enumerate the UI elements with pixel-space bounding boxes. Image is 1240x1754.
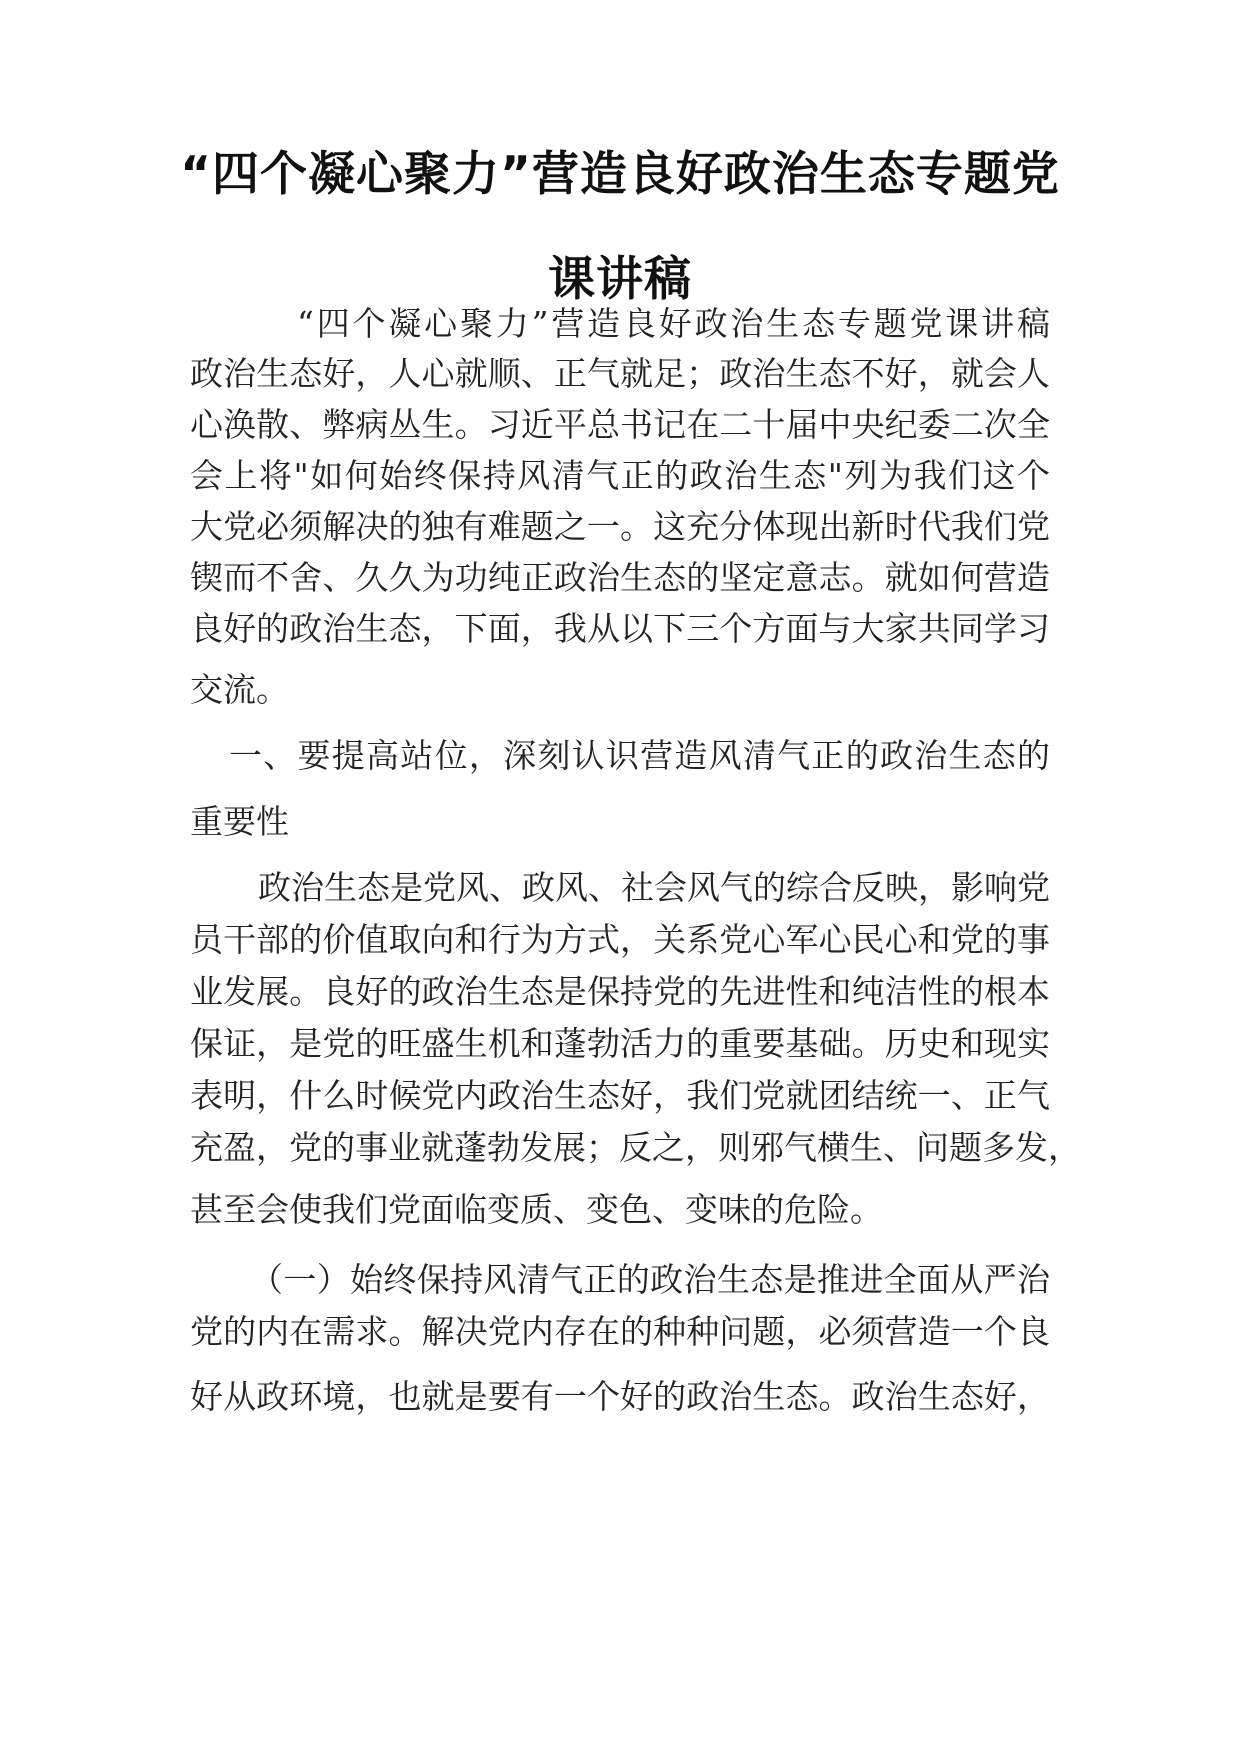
body-line: 交流。 (190, 670, 289, 709)
body-line: 会上将"如何始终保持风清气正的政治生态"列为我们这个 (190, 456, 1050, 495)
section-heading-line: 一、要提高站位，深刻认识营造风清气正的政治生态的 (229, 736, 1050, 775)
section-heading-line: 重要性 (190, 802, 289, 841)
document-title-line-1: “四个凝心聚力”营造良好政治生态专题党 (180, 147, 1060, 202)
body-line: （一）始终保持风清气正的政治生态是推进全面从严治 (250, 1260, 1050, 1299)
subtitle-line: “四个凝心聚力”营造良好政治生态专题党课讲稿 (297, 304, 1050, 343)
body-line: 大党必须解决的独有难题之一。这充分体现出新时代我们党 (190, 507, 1050, 546)
body-line: 保证，是党的旺盛生机和蓬勃活力的重要基础。历史和现实 (190, 1024, 1050, 1063)
body-line: 业发展。良好的政治生态是保持党的先进性和纯洁性的根本 (190, 972, 1050, 1011)
body-line: 甚至会使我们党面临变质、变色、变味的危险。 (190, 1190, 883, 1229)
body-line: 好从政环境，也就是要有一个好的政治生态。政治生态好， (190, 1377, 1050, 1416)
body-line: 员干部的价值取向和行为方式，关系党心军心民心和党的事 (190, 920, 1050, 959)
body-line: 心涣散、弊病丛生。习近平总书记在二十届中央纪委二次全 (190, 405, 1050, 444)
body-line: 充盈，党的事业就蓬勃发展；反之，则邪气横生、问题多发， (190, 1128, 1081, 1167)
document-title-line-2: 课讲稿 (548, 252, 692, 307)
body-line: 锲而不舍、久久为功纯正政治生态的坚定意志。就如何营造 (190, 558, 1050, 597)
body-line: 党的内在需求。解决党内存在的种种问题，必须营造一个良 (190, 1312, 1050, 1351)
body-line: 良好的政治生态，下面，我从以下三个方面与大家共同学习 (190, 609, 1050, 648)
body-line: 表明，什么时候党内政治生态好，我们党就团结统一、正气 (190, 1076, 1050, 1115)
body-line: 政治生态是党风、政风、社会风气的综合反映，影响党 (258, 868, 1050, 907)
body-line: 政治生态好，人心就顺、正气就足；政治生态不好，就会人 (190, 354, 1050, 393)
